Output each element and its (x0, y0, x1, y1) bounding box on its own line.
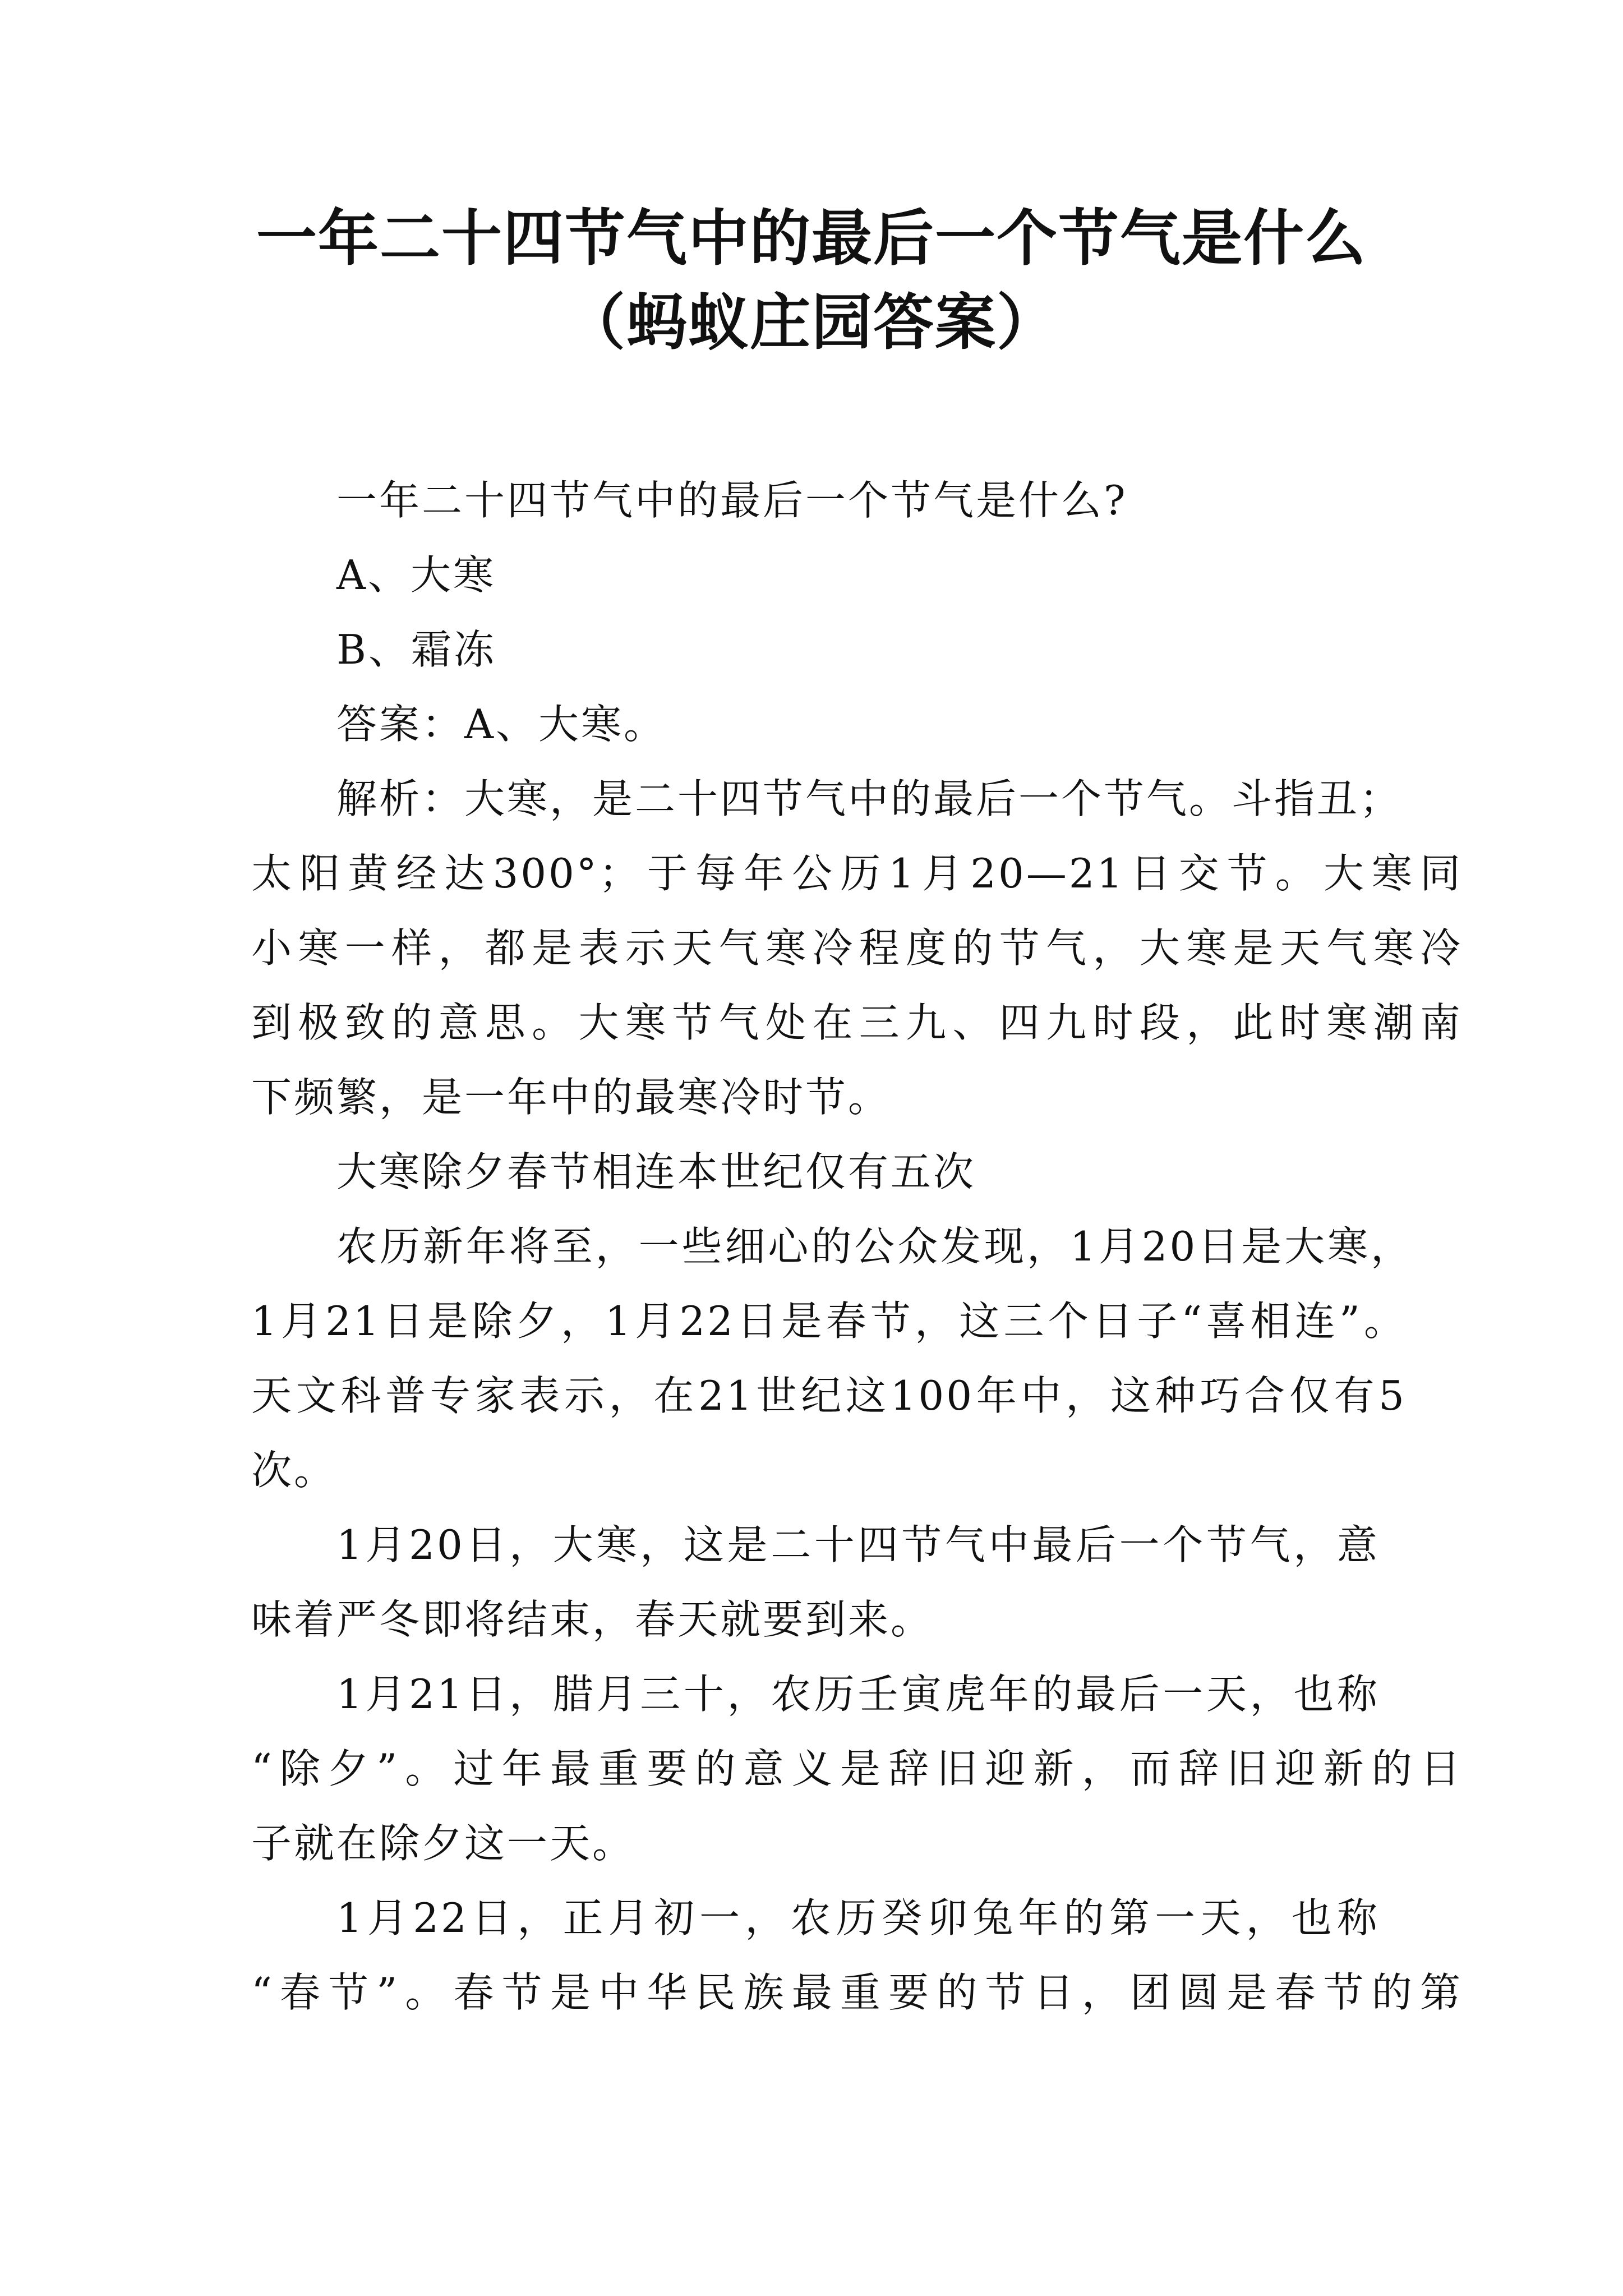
paragraph-line: “除夕”。过年最重要的意义是辞旧迎新，而辞旧迎新的日 (251, 1745, 1463, 1792)
analysis-line: 解析：大寒，是二十四节气中的最后一个节气。斗指丑； (336, 775, 1403, 822)
paragraph-line: 味着严冬即将结束，春天就要到来。 (251, 1596, 934, 1643)
paragraph-line: 子就在除夕这一天。 (251, 1820, 635, 1867)
analysis-line: 到极致的意思。大寒节气处在三九、四九时段，此时寒潮南 (251, 999, 1463, 1046)
analysis-line: 下频繁，是一年中的最寒冷时节。 (251, 1074, 891, 1121)
analysis-line: 太阳黄经达300°；于每年公历1月20—21日交节。大寒同 (251, 850, 1463, 897)
paragraph-line: “春节”。春节是中华民族最重要的节日，团圆是春节的第 (251, 1969, 1463, 2016)
paragraph-line: 1月22日，正月初一，农历癸卯兔年的第一天，也称 (336, 1894, 1380, 1941)
paragraph-line: 1月20日，大寒，这是二十四节气中最后一个节气，意 (336, 1521, 1380, 1568)
answer-text: 答案：A、大寒。 (336, 701, 666, 748)
option-b: B、霜冻 (336, 626, 496, 673)
paragraph-line: 次。 (251, 1447, 337, 1494)
question-text: 一年二十四节气中的最后一个节气是什么? (336, 477, 1128, 524)
analysis-line: 小寒一样，都是表示天气寒冷程度的节气，大寒是天气寒冷 (251, 924, 1463, 972)
section-heading: 大寒除夕春节相连本世纪仅有五次 (336, 1148, 976, 1195)
option-a: A、大寒 (336, 551, 496, 599)
paragraph-line: 1月21日是除夕，1月22日是春节，这三个日子“喜相连”。 (251, 1297, 1407, 1345)
document-title-line-2: （蚂蚁庄园答案） (564, 287, 1058, 358)
paragraph-line: 天文科普专家表示，在21世纪这100年中，这种巧合仅有5 (251, 1372, 1407, 1419)
paragraph-line: 农历新年将至，一些细心的公众发现，1月20日是大寒， (336, 1223, 1413, 1270)
document-title-line-1: 一年二十四节气中的最后一个节气是什么 (256, 203, 1367, 274)
paragraph-line: 1月21日，腊月三十，农历壬寅虎年的最后一天，也称 (336, 1671, 1380, 1718)
